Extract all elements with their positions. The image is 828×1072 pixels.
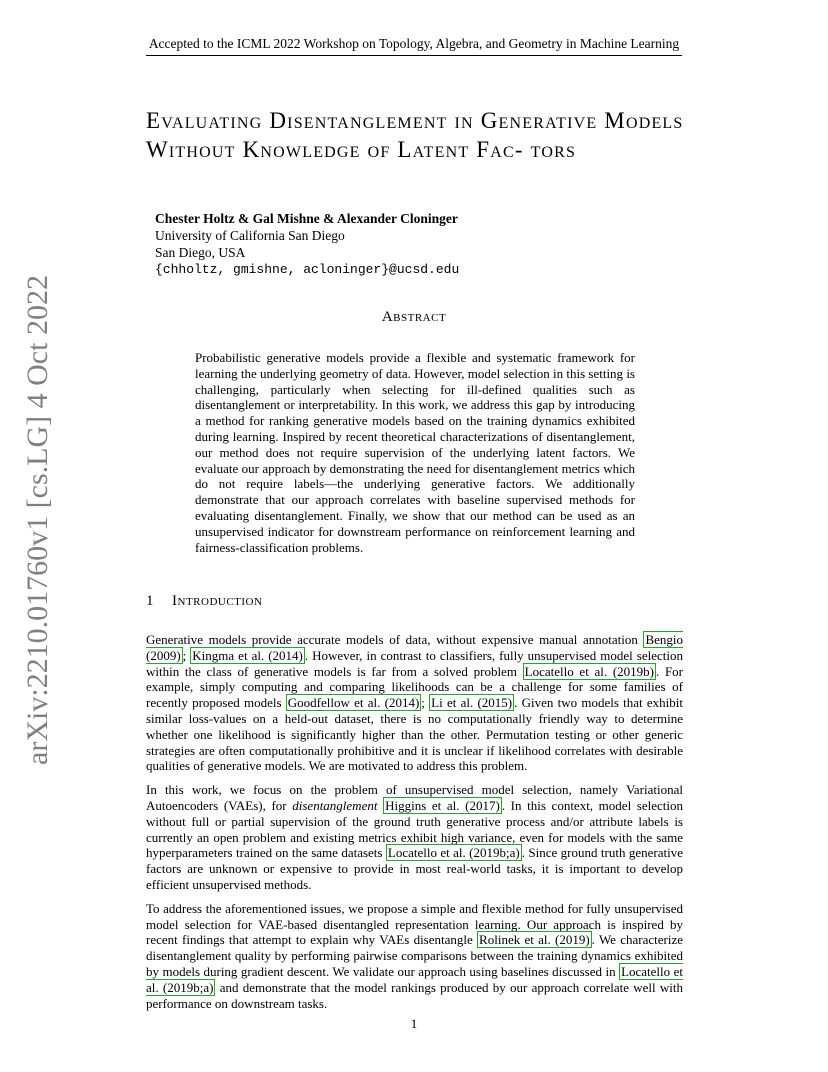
author-block — [155, 210, 459, 278]
page-number: 1 — [410, 1016, 418, 1031]
text-run: To address the aforementioned issues, we propose a simple and flexible method for fully unsupervised model selection for VAE-based disentangled representation learning. Our approach is inspired by recent findings that attempt to explain why VAEs disentangle — [146, 900, 683, 948]
section-heading — [146, 593, 262, 610]
arxiv-identifier: arXiv:2210.01760v1 [cs.LG] 4 Oct 2022 — [21, 275, 54, 765]
text-run: In this work, we focus on the problem of unsupervised model selection, namely Variational Autoencoders (VAEs), for — [146, 782, 683, 813]
conference-header: Accepted to the ICML 2022 Workshop on Topology, Algebra, and Geometry in Machine Learning — [146, 36, 682, 56]
author-email: {chholtz, gmishne, acloninger}@ucsd.edu — [155, 262, 460, 277]
text-run: . Given two models that exhibit similar loss-values on a held-out dataset, there is no computationally friendly way to determine whether one likelihood is significantly higher than the other. Permutation testing or other generic strategies are often computationally prohibitive and it is unclear if likelihood correlates with desirable qualities of generative models. We are motivated to address this problem. — [146, 695, 683, 774]
text-run: . Since ground truth generative factors are unknown or expensive to provide in most real-world tasks, it is important to develop efficient unsupervised methods. — [146, 845, 683, 892]
text-run: ; — [421, 695, 430, 711]
emphasis-text: disentanglement — [292, 797, 378, 813]
text-run: and demonstrate that the model rankings produced by our approach correlate well with performance on downstream tasks. — [146, 979, 683, 1011]
paper-title: Evaluating Disentanglement in Generative Models Without Knowledge of Latent Fac- tors — [146, 108, 684, 162]
abstract-text: Probabilistic generative models provide a flexible and systematic framework for learning the underlying geometry of data. However, model selection in this setting is challenging, particularly when selecting for ill-defined qualities such as disentanglement or interpretability. In this work, we address this gap by introducing a method for ranking generative models based on the training dynamics exhibited during learning. Inspired by recent theoretical characterizations of disentanglement, our method does not require supervision of the underlying latent factors. We evaluate our approach by demonstrating the need for disentanglement metrics which do not require labels—the underlying generative factors. We additionally demonstrate that our approach correlates with baseline supervised methods for evaluating disentanglement. Finally, we show that our method can be used as an unsupervised indicator for downstream performance on reinforcement learning and fairness-classification problems. — [195, 350, 635, 555]
citation-link[interactable]: Locatello et al. (2019b) — [524, 663, 654, 679]
citation-link[interactable]: Rolinek et al. (2019) — [479, 932, 590, 948]
author-names: Chester Holtz & Gal Mishne & Alexander Cloninger — [155, 211, 458, 226]
citation-link[interactable]: Locatello et al. (2019b;a) — [387, 845, 520, 861]
abstract-heading: Abstract — [381, 309, 447, 325]
citation-link[interactable]: Higgins et al. (2017) — [385, 797, 500, 813]
paragraph — [146, 901, 683, 1012]
author-affiliation: University of California San Diego — [155, 228, 345, 243]
paragraph — [146, 632, 683, 774]
section-title: Introduction — [172, 593, 263, 609]
citation-link[interactable]: Li et al. (2015) — [431, 695, 513, 711]
citation-link[interactable]: Bengio (2009) — [146, 632, 683, 663]
section-number: 1 — [146, 593, 154, 609]
text-run: Generative models provide accurate models of data, without expensive manual annotation — [146, 632, 644, 647]
citation-link[interactable]: Kingma et al. (2014) — [192, 647, 303, 663]
citation-link[interactable]: Goodfellow et al. (2014) — [287, 695, 420, 711]
paragraph — [146, 782, 683, 893]
text-run: ; — [182, 647, 191, 663]
text-run: . We characterize disentanglement quality by performing pairwise comparisons between the training dynamics exhibited by models during gradient descent. We validate our approach using baselines discussed in — [146, 932, 683, 979]
text-run: . However, in contrast to classifiers, fully unsupervised model selection within the class of generative models is far from a solved problem — [146, 647, 683, 679]
section-body — [146, 632, 683, 1019]
author-location: San Diego, USA — [155, 245, 246, 260]
text-run: . For example, simply computing and comparing likelihoods can be a challenge for some families of recently proposed models — [146, 663, 684, 711]
text-run: . In this context, model selection without full or partial supervision of the ground truth generative process and/or attribute labels is currently an open problem and existing metrics exhibit high variance, even for models with the same hyperparameters trained on the same datasets — [146, 797, 684, 861]
citation-link[interactable]: Locatello et al. (2019b;a) — [146, 963, 683, 995]
